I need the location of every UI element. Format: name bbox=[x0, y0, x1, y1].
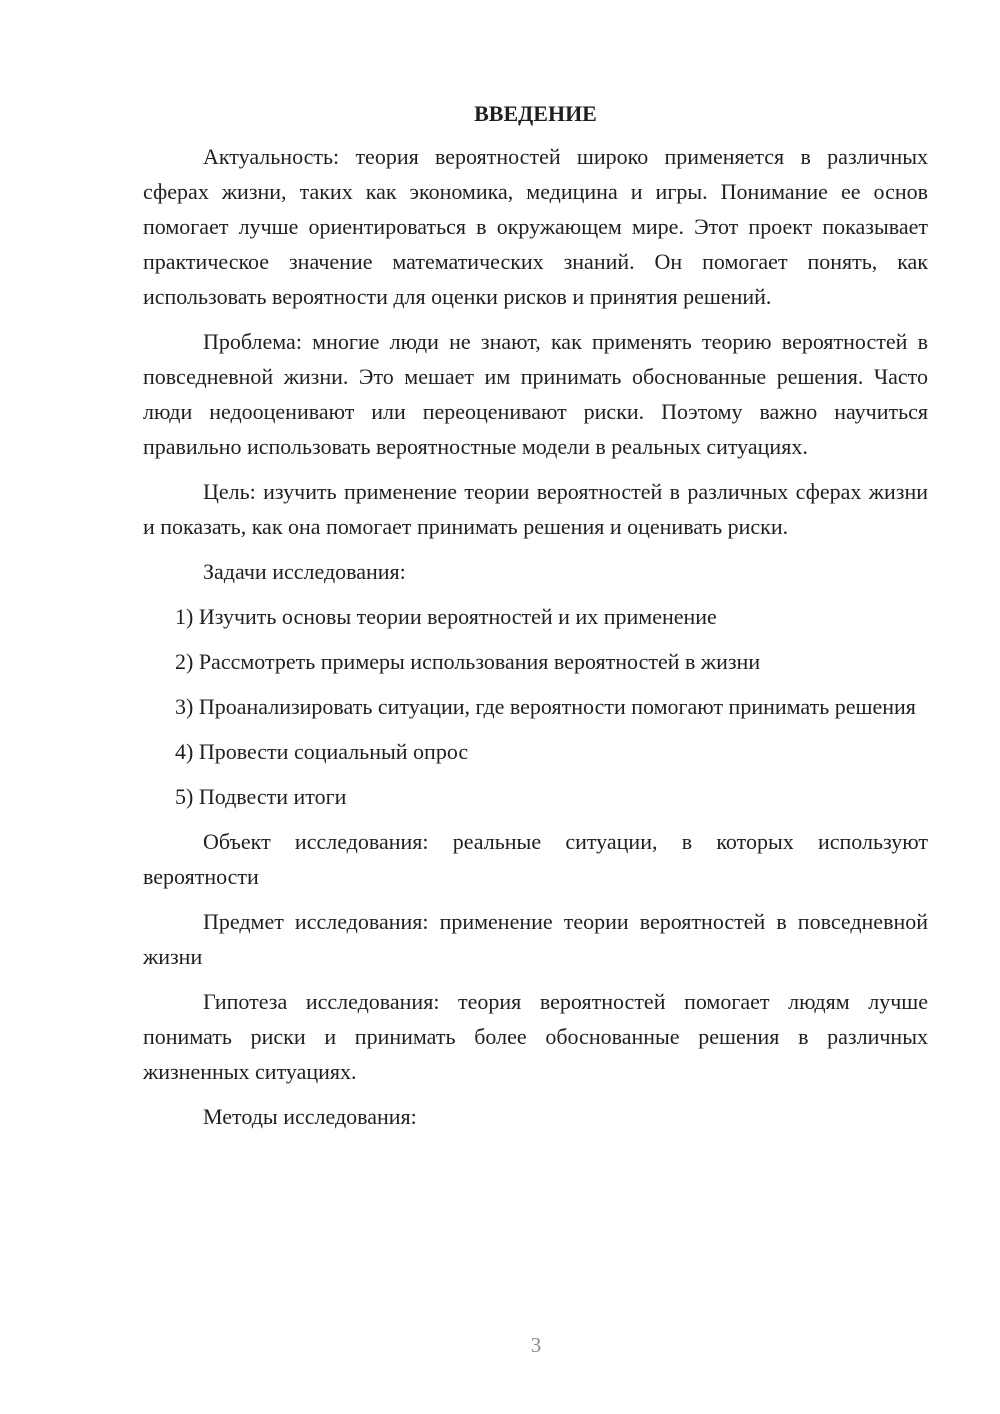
page-content bbox=[143, 96, 928, 1144]
tasks-heading: Задачи исследования: bbox=[203, 559, 406, 584]
subject-paragraph: Предмет исследования: применение теории вероятностей в повседневной жизни bbox=[143, 909, 928, 969]
hypothesis-paragraph: Гипотеза исследования: теория вероятностей помогает людям лучше понимать риски и принимать более обоснованные решения в различных жизненных ситуациях. bbox=[143, 989, 928, 1084]
methods-heading: Методы исследования: bbox=[203, 1104, 417, 1129]
task-item: 5) Подвести итоги bbox=[175, 784, 347, 809]
task-item: 3) Проанализировать ситуации, где вероятности помогают принимать решения bbox=[175, 694, 916, 719]
goal-paragraph: Цель: изучить применение теории вероятностей в различных сферах жизни и показать, как она помогает принимать решения и оценивать риски. bbox=[143, 479, 928, 539]
object-paragraph: Объект исследования: реальные ситуации, в которых используют вероятности bbox=[143, 829, 928, 889]
section-title: ВВЕДЕНИЕ bbox=[474, 101, 597, 126]
problem-paragraph: Проблема: многие люди не знают, как применять теорию вероятностей в повседневной жизни. Это мешает им принимать обоснованные решения. Часто люди недооценивают или переоценивают риски. Поэтому важно научиться правильно использовать вероятностные модели в реальных ситуациях. bbox=[143, 329, 928, 459]
task-item: 4) Провести социальный опрос bbox=[175, 739, 469, 764]
page-number: 3 bbox=[530, 1333, 542, 1357]
task-item: 1) Изучить основы теории вероятностей и их применение bbox=[175, 604, 717, 629]
task-item: 2) Рассмотреть примеры использования вероятностей в жизни bbox=[175, 649, 761, 674]
relevance-paragraph: Актуальность: теория вероятностей широко применяется в различных сферах жизни, таких как экономика, медицина и игры. Понимание ее основ помогает лучше ориентироваться в окружающем мире. Этот проект показывает практическое значение математических знаний. Он помогает понять, как использовать вероятности для оценки рисков и принятия решений. bbox=[143, 144, 928, 309]
